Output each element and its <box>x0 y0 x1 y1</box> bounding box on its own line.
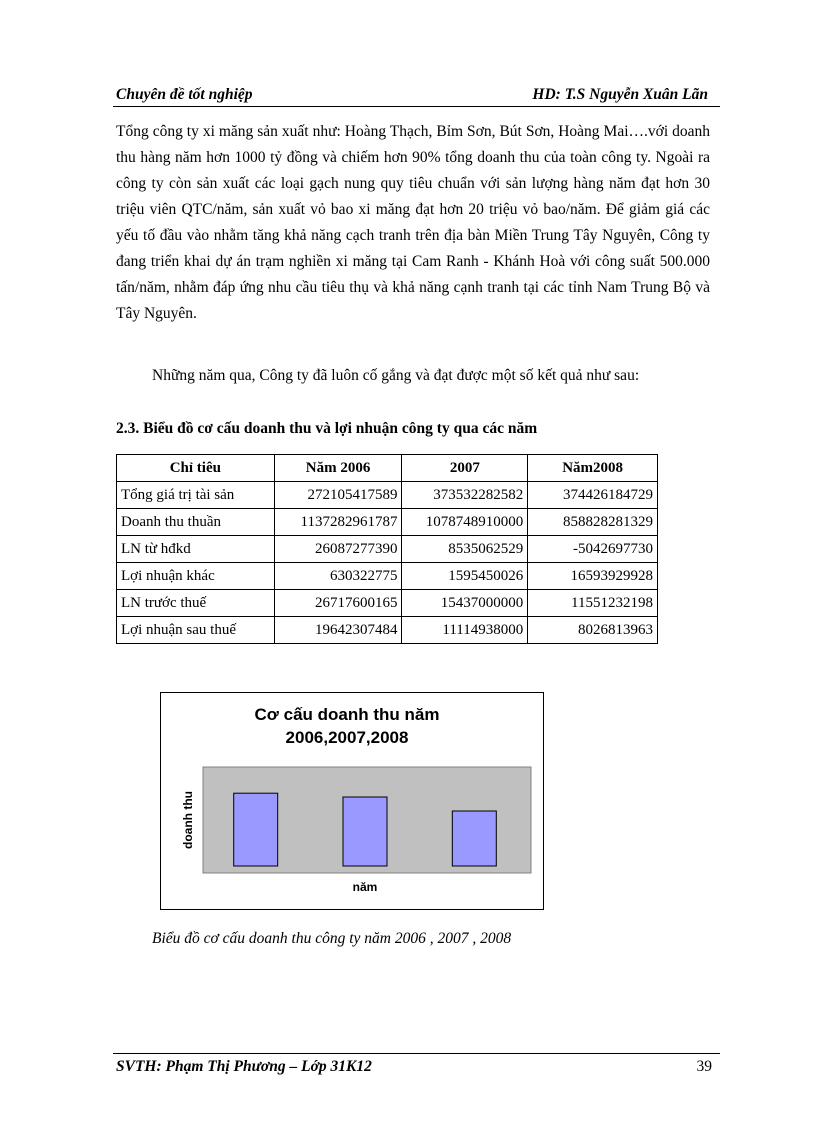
paragraph-results-intro: Những năm qua, Công ty đã luôn cố gắng và đạt được một số kết quả như sau: <box>152 367 640 384</box>
table-cell: 373532282582 <box>402 482 528 509</box>
table-cell: 16593929928 <box>528 563 658 590</box>
table-cell: 374426184729 <box>528 482 658 509</box>
chart-bar-2008 <box>452 811 496 866</box>
table-cell-label: Lợi nhuận khác <box>117 563 275 590</box>
table-header-cell: Năm 2006 <box>274 455 402 482</box>
table-cell: 272105417589 <box>274 482 402 509</box>
table-cell-label: Doanh thu thuần <box>117 509 275 536</box>
table-header-cell: 2007 <box>402 455 528 482</box>
chart-title-line-1: Cơ cấu doanh thu năm <box>254 705 440 724</box>
page-number: 39 <box>696 1058 712 1075</box>
table-cell: 15437000000 <box>402 590 528 617</box>
header-divider <box>113 106 720 107</box>
table-cell: 858828281329 <box>528 509 658 536</box>
chart-bar-2006 <box>234 793 278 866</box>
financial-table <box>116 454 658 644</box>
table-cell-label: Lợi nhuận sau thuế <box>117 617 275 644</box>
table-cell: 1078748910000 <box>402 509 528 536</box>
table-header-cell: Năm2008 <box>528 455 658 482</box>
table-cell: 8026813963 <box>528 617 658 644</box>
table-cell: 11114938000 <box>402 617 528 644</box>
header-advisor: HD: T.S Nguyễn Xuân Lãn <box>532 86 708 103</box>
chart-bar-2007 <box>343 797 387 866</box>
table-cell: 19642307484 <box>274 617 402 644</box>
table-cell: 1137282961787 <box>274 509 402 536</box>
paragraph-company-overview: Tổng công ty xi măng sản xuất như: Hoàng Thạch, Bỉm Sơn, Bút Sơn, Hoàng Mai….với doanh thu hàng năm hơn 1000 tỷ đồng và chiếm hơn 90% tổng doanh thu của toàn công ty. Ngoài ra công ty còn sản xuất các loại gạch nung quy tiêu chuẩn với sản lượng hàng năm đạt hơn 30 triệu viên QTC/năm, sản xuất vỏ bao xi măng đạt hơn 20 triệu vỏ bao/năm. Để giảm giá các yếu tố đầu vào nhằm tăng khả năng cạch tranh trên địa bàn Miền Trung Tây Nguyên, Công ty đang triển khai dự án trạm nghiền xi măng tại Cam Ranh - Khánh Hoà với công suất 500.000 tấn/năm, nhằm đáp ứng nhu cầu tiêu thụ và khả năng cạnh tranh tại các tỉnh Nam Trung Bộ và Tây Nguyên. <box>116 123 710 322</box>
section-heading: 2.3. Biểu đồ cơ cấu doanh thu và lợi nhuận công ty qua các năm <box>116 420 538 437</box>
table-cell: 1595450026 <box>402 563 528 590</box>
table-cell-label: LN trước thuế <box>117 590 275 617</box>
table-row <box>117 482 658 509</box>
chart-caption: Biểu đồ cơ cấu doanh thu công ty năm 2006 , 2007 , 2008 <box>152 930 512 947</box>
revenue-chart <box>160 692 544 910</box>
table-row <box>117 536 658 563</box>
table-cell: 26087277390 <box>274 536 402 563</box>
table-row <box>117 617 658 644</box>
table-cell-label: LN từ hđkd <box>117 536 275 563</box>
footer-student-info: SVTH: Phạm Thị Phương – Lớp 31K12 <box>116 1058 372 1075</box>
table-header-row <box>117 455 658 482</box>
table-cell: -5042697730 <box>528 536 658 563</box>
table-row <box>117 563 658 590</box>
chart-y-axis-label: doanh thu <box>181 791 195 849</box>
table-cell: 26717600165 <box>274 590 402 617</box>
revenue-chart-svg <box>161 693 543 909</box>
chart-title-line-2: 2006,2007,2008 <box>285 728 409 747</box>
table-cell: 630322775 <box>274 563 402 590</box>
table-header-cell: Chỉ tiêu <box>117 455 275 482</box>
table-row <box>117 509 658 536</box>
table-cell: 11551232198 <box>528 590 658 617</box>
table-row <box>117 590 658 617</box>
chart-x-axis-label: năm <box>352 880 378 894</box>
footer-divider <box>113 1053 720 1054</box>
table-cell: 8535062529 <box>402 536 528 563</box>
page-header <box>116 86 716 106</box>
table-cell-label: Tổng giá trị tài sản <box>117 482 275 509</box>
header-document-type: Chuyên đề tốt nghiệp <box>116 86 253 103</box>
